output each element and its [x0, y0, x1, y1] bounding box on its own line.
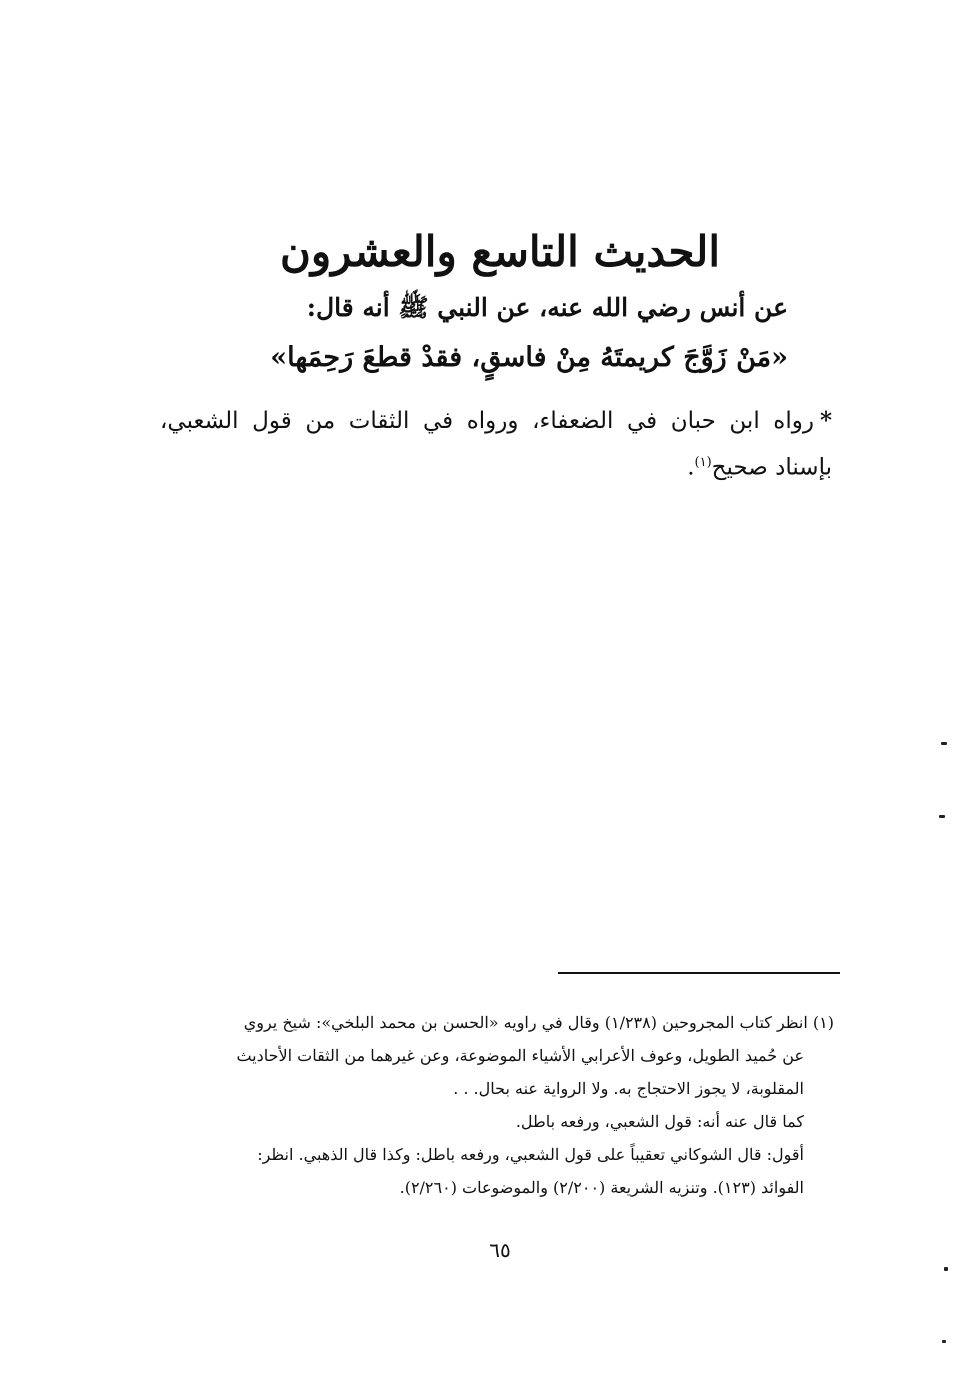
asterisk-marker: *	[819, 407, 832, 434]
footnote-line: (١) انظر كتاب المجروحين (١/٢٣٨) وقال في راويه «الحسن بن محمد البلخي»: شيخ يروي	[243, 1013, 834, 1032]
scan-speck	[944, 1267, 948, 1271]
footnote-line: عن حُميد الطويل، وعوف الأعرابي الأشياء الموضوعة، وعن غيرهما من الثقات الأحاديث	[236, 1046, 804, 1065]
scan-speck	[939, 815, 945, 818]
chapter-title: الحديث التاسع والعشرون	[279, 227, 721, 276]
hadith-intro: عن أنس رضي الله عنه، عن النبي ﷺ أنه قال:	[306, 293, 788, 322]
footnotes-section	[158, 1006, 834, 1204]
footnote-reference: (١)	[694, 455, 712, 470]
takhrij-paragraph	[160, 400, 832, 489]
takhrij-text: رواه ابن حبان في الضعفاء، ورواه في الثقات من قول الشعبي، بإسناد صحيح	[160, 408, 832, 481]
takhrij-period: .	[687, 454, 695, 481]
footnote-line: أقول: قال الشوكاني تعقيباً على قول الشعبي، ورفعه باطل: وكذا قال الذهبي. انظر:	[257, 1145, 804, 1164]
footnote-line: المقلوبة، لا يجوز الاحتجاج به. ولا الرواية عنه بحال. . .	[453, 1079, 804, 1098]
hadith-text: «مَنْ زَوَّجَ كريمتَهُ مِنْ فاسقٍ، فقدْ قطعَ رَحِمَها»	[270, 342, 788, 373]
scan-speck	[942, 1340, 946, 1343]
scan-speck	[941, 742, 947, 745]
footnote-line: الفوائد (١٢٣). وتنزيه الشريعة (٢/٢٠٠) والموضوعات (٢/٢٦٠).	[399, 1178, 804, 1197]
footnote-separator	[558, 972, 840, 974]
page-number: ٦٥	[489, 1238, 511, 1262]
footnote-line: كما قال عنه أنه: قول الشعبي، ورفعه باطل.	[515, 1112, 804, 1131]
